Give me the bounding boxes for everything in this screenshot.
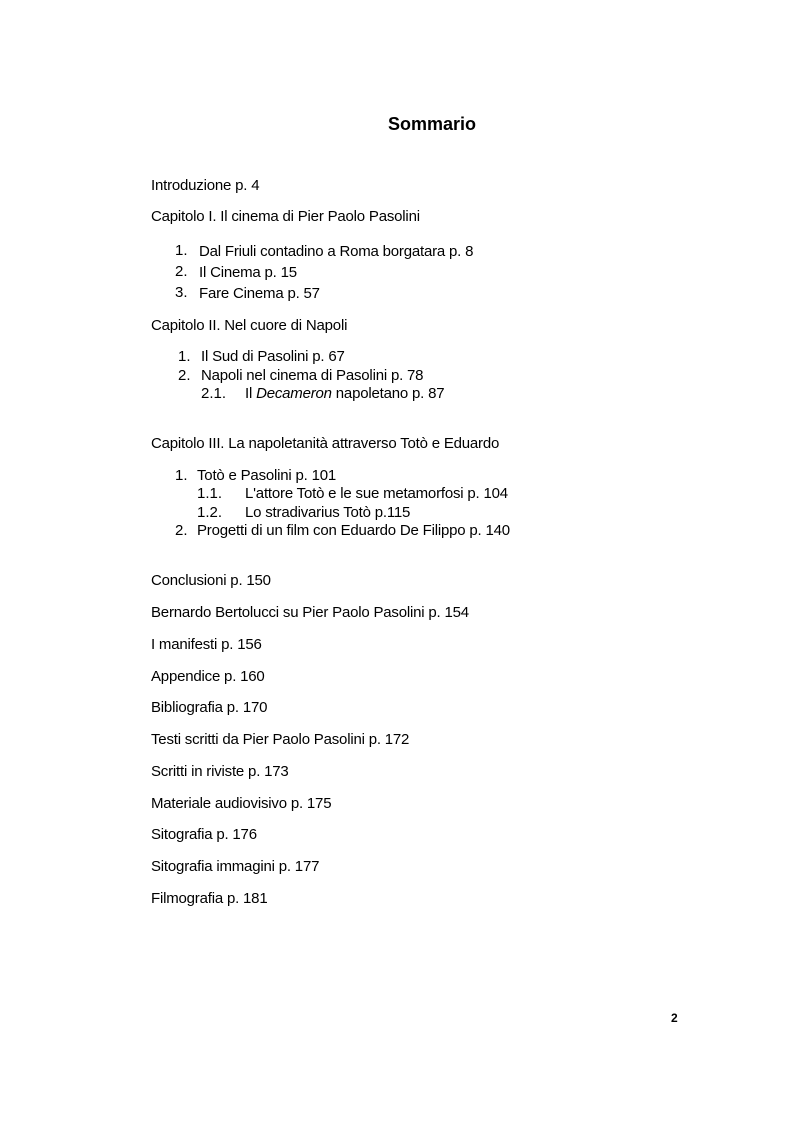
chapter-3-subitem-number: 1.2. [197, 504, 223, 521]
toc-entry: I manifesti p. 156 [151, 636, 262, 653]
toc-entry: Conclusioni p. 150 [151, 572, 271, 589]
chapter-1-item-number: 2. [175, 263, 188, 280]
decameron-title: Decameron [256, 385, 332, 402]
chapter-3-item: Totò e Pasolini p. 101 [197, 467, 337, 484]
toc-entry: Appendice p. 160 [151, 668, 265, 685]
toc-entry: Bernardo Bertolucci su Pier Paolo Pasolini p. 154 [151, 604, 469, 621]
chapter-3-subitem: L'attore Totò e le sue metamorfosi p. 104 [245, 485, 508, 502]
chapter-2-heading: Capitolo II. Nel cuore di Napoli [151, 317, 348, 334]
chapter-2-item-number: 1. [178, 348, 191, 365]
chapter-1-item-number: 1. [175, 242, 188, 259]
toc-entry: Materiale audiovisivo p. 175 [151, 795, 332, 812]
toc-entry: Testi scritti da Pier Paolo Pasolini p. 172 [151, 731, 410, 748]
chapter-1-heading: Capitolo I. Il cinema di Pier Paolo Pasolini [151, 208, 420, 225]
chapter-3-item-number: 2. [175, 522, 188, 539]
chapter-1-item: Il Cinema p. 15 [199, 264, 297, 281]
chapter-3-item-number: 1. [175, 467, 188, 484]
chapter-1-item-number: 3. [175, 284, 188, 301]
toc-entry: Scritti in riviste p. 173 [151, 763, 289, 780]
chapter-2-subitem-number: 2.1. [201, 385, 227, 402]
toc-entry: Sitografia immagini p. 177 [151, 858, 320, 875]
chapter-3-item: Progetti di un film con Eduardo De Filippo p. 140 [197, 522, 510, 539]
toc-entry-introduzione: Introduzione p. 4 [151, 177, 260, 194]
chapter-2-item: Napoli nel cinema di Pasolini p. 78 [201, 367, 424, 384]
page-title: Sommario [388, 114, 477, 134]
chapter-2-subitem: Il Decameron napoletano p. 87 [245, 385, 445, 402]
chapter-1-item: Dal Friuli contadino a Roma borgatara p. 8 [199, 243, 474, 260]
chapter-3-subitem: Lo stradivarius Totò p.115 [245, 504, 411, 521]
chapter-3-subitem-number: 1.1. [197, 485, 223, 502]
toc-entry: Sitografia p. 176 [151, 826, 257, 843]
chapter-1-item: Fare Cinema p. 57 [199, 285, 320, 302]
toc-entry: Bibliografia p. 170 [151, 699, 268, 716]
chapter-2-item-number: 2. [178, 367, 191, 384]
chapter-3-heading: Capitolo III. La napoletanità attraverso Totò e Eduardo [151, 435, 500, 452]
page-number: 2 [671, 1011, 678, 1025]
toc-entry: Filmografia p. 181 [151, 890, 268, 907]
chapter-2-item: Il Sud di Pasolini p. 67 [201, 348, 345, 365]
